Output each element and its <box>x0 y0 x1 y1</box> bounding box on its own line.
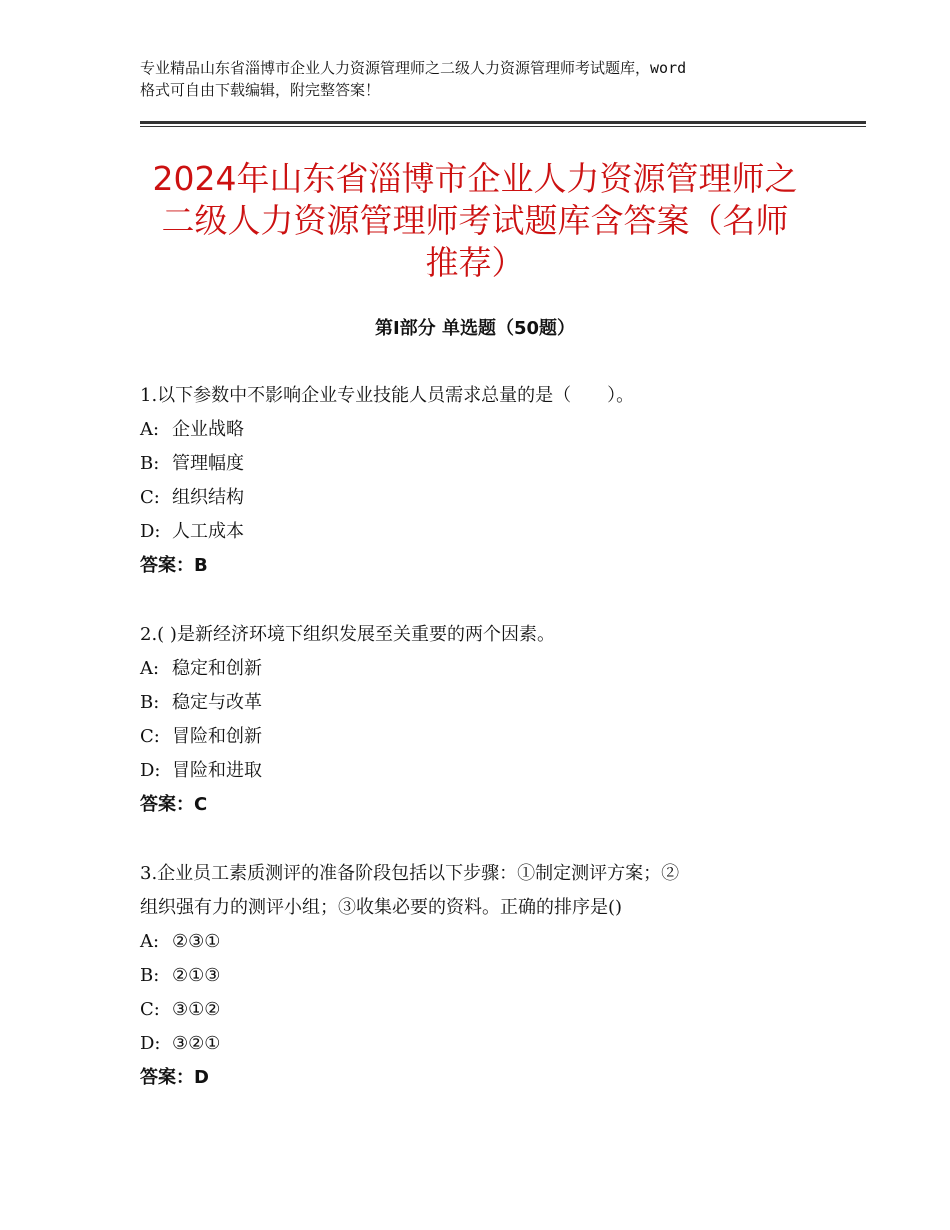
option-text: ③①② <box>172 999 221 1020</box>
question-stem-line-2: 组织强有力的测评小组；③收集必要的资料。正确的排序是() <box>140 897 623 918</box>
option-d <box>140 1027 820 1061</box>
option-letter: D: <box>140 521 161 542</box>
option-c <box>140 720 820 754</box>
question-1 <box>140 379 820 583</box>
question-stem-line-1: 3.企业员工素质测评的准备阶段包括以下步骤：①制定测评方案；② <box>140 863 680 884</box>
header-note-line-1: 专业精品山东省淄博市企业人力资源管理师之二级人力资源管理师考试题库，word <box>140 59 687 77</box>
option-letter: A: <box>140 931 160 952</box>
document-title <box>130 158 820 284</box>
header-note-line-2: 格式可自由下载编辑，附完整答案！ <box>140 81 381 99</box>
answer-label: 答案：D <box>140 1067 209 1088</box>
option-text: 管理幅度 <box>172 453 244 474</box>
option-text: 冒险和创新 <box>172 726 262 747</box>
option-letter: B: <box>140 692 160 713</box>
option-text: 稳定和创新 <box>172 658 262 679</box>
option-b <box>140 686 820 720</box>
option-c <box>140 481 820 515</box>
answer-label: 答案：B <box>140 555 208 576</box>
option-text: 人工成本 <box>172 521 244 542</box>
option-letter: A: <box>140 419 160 440</box>
option-d <box>140 515 820 549</box>
option-letter: C: <box>140 487 160 508</box>
option-a <box>140 413 820 447</box>
option-text: 企业战略 <box>172 419 244 440</box>
option-letter: C: <box>140 726 160 747</box>
title-line-1: 2024年山东省淄博市企业人力资源管理师之 <box>152 159 798 198</box>
option-letter: B: <box>140 453 160 474</box>
option-d <box>140 754 820 788</box>
option-b <box>140 447 820 481</box>
option-letter: D: <box>140 1033 161 1054</box>
question-3 <box>140 857 820 1095</box>
option-a <box>140 925 820 959</box>
option-text: 组织结构 <box>172 487 244 508</box>
option-letter: B: <box>140 965 160 986</box>
title-line-2: 二级人力资源管理师考试题库含答案（名师 <box>161 201 789 240</box>
question-stem: 1.以下参数中不影响企业专业技能人员需求总量的是（ ）。 <box>140 385 635 406</box>
option-b <box>140 959 820 993</box>
header-note <box>140 57 830 101</box>
question-stem: 2.( )是新经济环境下组织发展至关重要的两个因素。 <box>140 624 555 645</box>
option-letter: D: <box>140 760 161 781</box>
option-a <box>140 652 820 686</box>
option-text: ②③① <box>172 931 221 952</box>
title-line-3: 推荐） <box>425 243 525 282</box>
option-text: ③②① <box>172 1033 221 1054</box>
section-heading: 第Ⅰ部分 单选题（50题） <box>374 318 575 339</box>
option-c <box>140 993 820 1027</box>
option-letter: A: <box>140 658 160 679</box>
question-2 <box>140 618 820 822</box>
option-text: 稳定与改革 <box>172 692 262 713</box>
option-text: 冒险和进取 <box>172 760 262 781</box>
answer-label: 答案：C <box>140 794 208 815</box>
option-letter: C: <box>140 999 160 1020</box>
header-divider-thick <box>140 121 866 124</box>
option-text: ②①③ <box>172 965 221 986</box>
header-divider-thin <box>140 126 866 127</box>
